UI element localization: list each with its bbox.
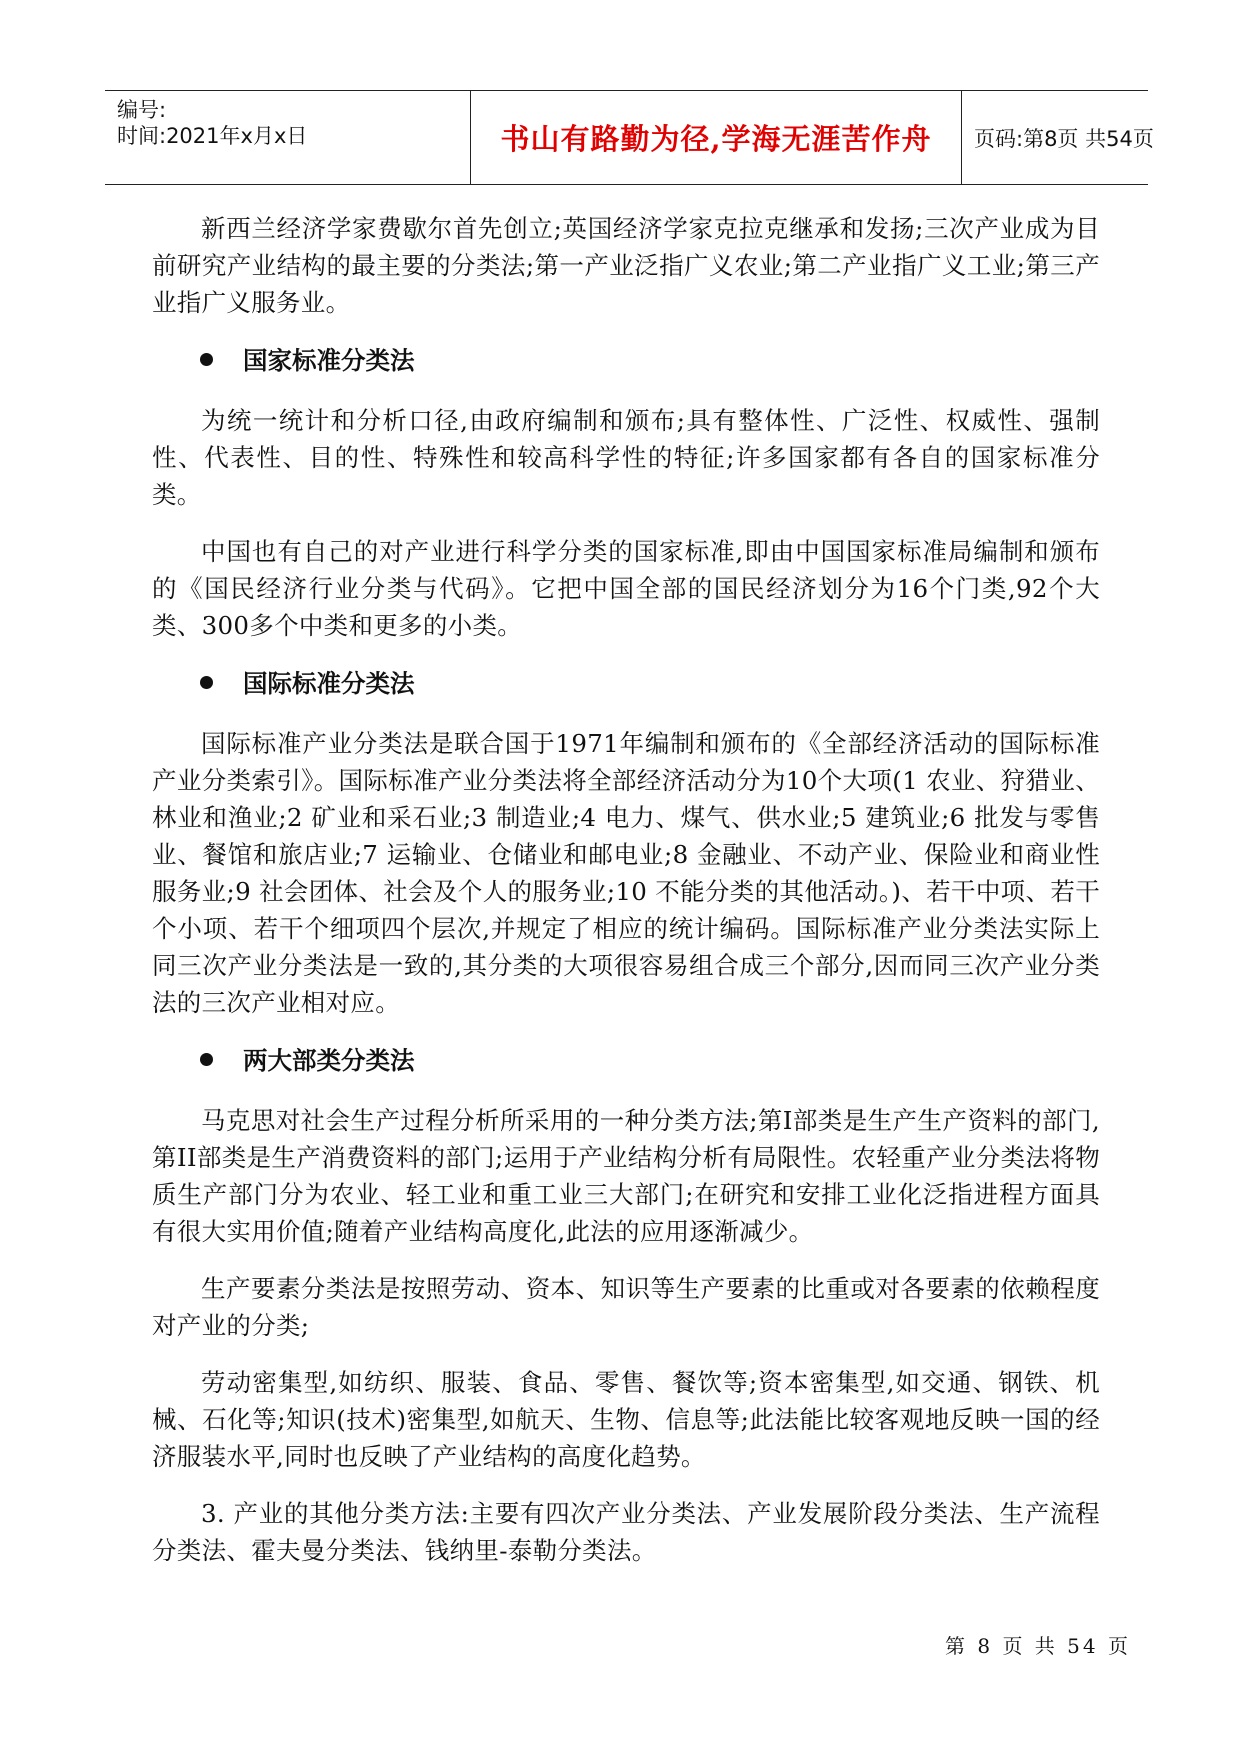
paragraph: 新西兰经济学家费歇尔首先创立;英国经济学家克拉克继承和发扬;三次产业成为目前研究产业结构的最主要的分类法;第一产业泛指广义农业;第二产业指广义工业;第三产业指广义服务业。 [152,214,1100,317]
bullet-icon [200,353,213,366]
paragraph: 马克思对社会生产过程分析所采用的一种分类方法;第I部类是生产生产资料的部门,第II部类是生产消费资料的部门;运用于产业结构分析有局限性。农轻重产业分类法将物质生产部门分为农业、轻工业和重工业三大部门;在研究和安排工业化泛指进程方面具有很大实用价值;随着产业结构高度化,此法的应用逐渐减少。 [152,1106,1100,1246]
bullet-icon [200,1053,213,1066]
header-page-cell [962,91,1160,184]
paragraph: 劳动密集型,如纺织、服装、食品、零售、餐饮等;资本密集型,如交通、钢铁、机械、石化等;知识(技术)密集型,如航天、生物、信息等;此法能比较客观地反映一国的经济服装水平,同时也反映了产业结构的高度化趋势。 [152,1368,1100,1471]
header-motto-cell [470,91,962,184]
document-time-label: 时间:2021年x月x日 [117,124,308,148]
paragraph: 为统一统计和分析口径,由政府编制和颁布;具有整体性、广泛性、权威性、强制性、代表性、目的性、特殊性和较高科学性的特征;许多国家都有各自的国家标准分类。 [152,406,1100,509]
header-left-cell [117,91,467,184]
section-heading [200,664,1100,701]
document-body [152,210,1100,1589]
header-page-info: 页码:第8页 共54页 [974,126,1154,151]
section-heading-text: 国家标准分类法 [243,346,415,375]
paragraph: 中国也有自己的对产业进行科学分类的国家标准,即由中国国家标准局编制和颁布的《国民经济行业分类与代码》。它把中国全部的国民经济划分为16个门类,92个大类、300多个中类和更多的小类。 [152,537,1100,640]
bullet-icon [200,676,213,689]
section-heading [200,1041,1100,1078]
section-heading-text: 国际标准分类法 [243,669,415,698]
paragraph: 生产要素分类法是按照劳动、资本、知识等生产要素的比重或对各要素的依赖程度对产业的分类; [152,1274,1100,1340]
page-header [105,90,1154,185]
document-number-label: 编号: [117,98,167,122]
header-motto: 书山有路勤为径,学海无涯苦作舟 [500,122,932,156]
page-footer: 第 8 页 共 54 页 [945,1634,1131,1658]
paragraph: 3. 产业的其他分类方法:主要有四次产业分类法、产业发展阶段分类法、生产流程分类法、霍夫曼分类法、钱纳里-泰勒分类法。 [152,1499,1100,1565]
section-heading-text: 两大部类分类法 [243,1046,415,1075]
section-heading [200,341,1100,378]
paragraph: 国际标准产业分类法是联合国于1971年编制和颁布的《全部经济活动的国际标准产业分类索引》。国际标准产业分类法将全部经济活动分为10个大项(1 农业、狩猎业、林业和渔业;2 矿业和采石业;3 制造业;4 电力、煤气、供水业;5 建筑业;6 批发与零售业、餐馆和旅店业;7 运输业、仓储业和邮电业;8 金融业、不动产业、保险业和商业性服务业;9 社会团体、社会及个人的服务业;10 不能分类的其他活动。)、若干中项、若干个小项、若干个细项四个层次,并规定了相应的统计编码。国际标准产业分类法实际上同三次产业分类法是一致的,其分类的大项很容易组合成三个部分,因而同三次产业分类法的三次产业相对应。 [152,729,1100,1017]
